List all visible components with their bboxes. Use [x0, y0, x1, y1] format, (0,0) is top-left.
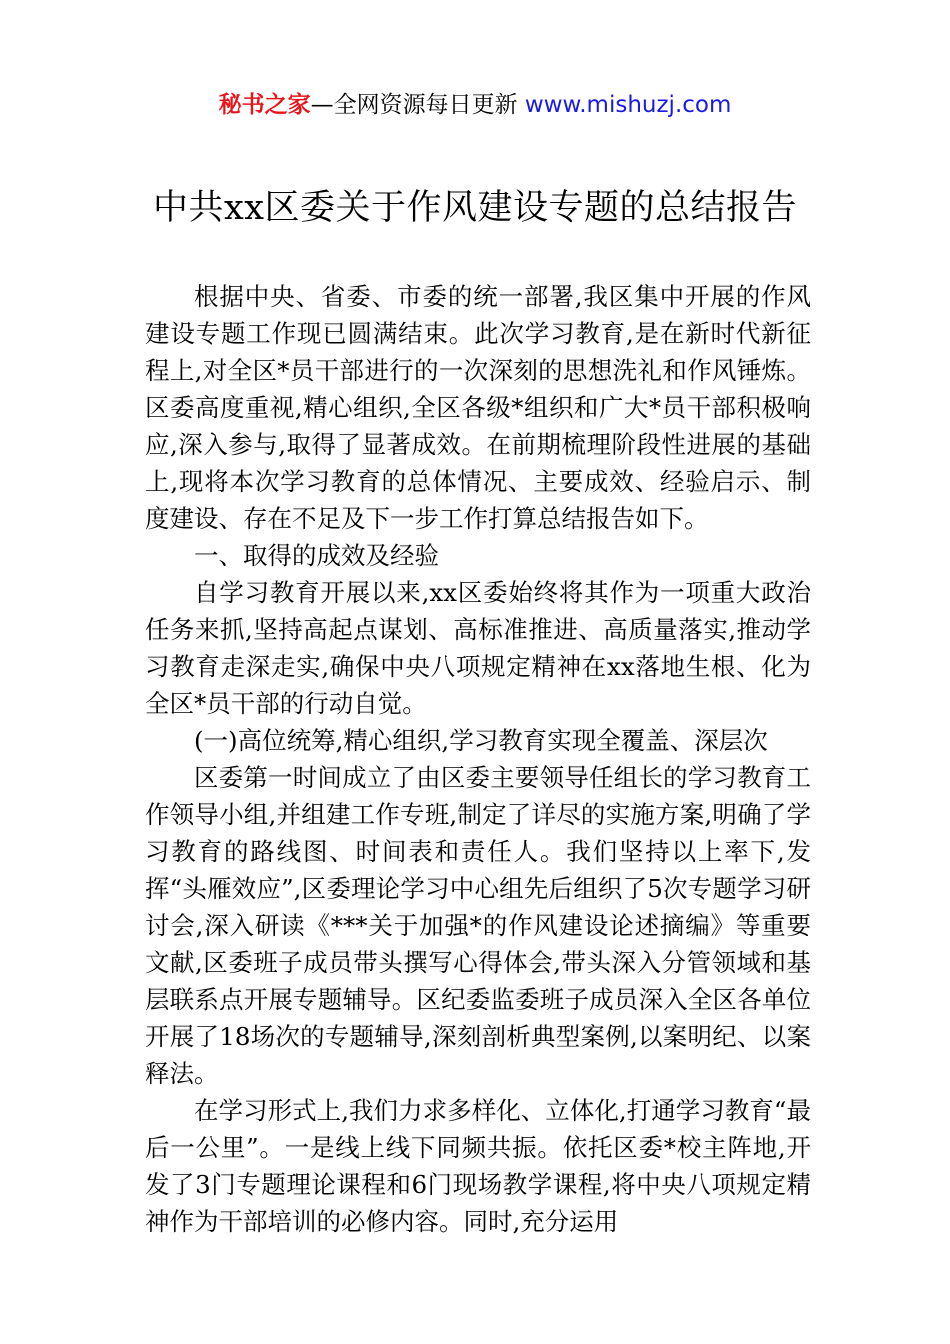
- subsection-heading-1: (一)高位统筹,精心组织,学习教育实现全覆盖、深层次: [194, 726, 768, 755]
- site-name: 秘书之家: [218, 92, 311, 118]
- site-url-link[interactable]: www.mishuzj.com: [524, 92, 732, 118]
- section-heading-1: 一、取得的成效及经验: [194, 541, 439, 570]
- site-header: [0, 88, 950, 122]
- section-paragraph: 自学习教育开展以来,xx区委始终将其作为一项重大政治任务来抓,坚持高起点谋划、高标准推进、高质量落实,推动学习教育走深走实,确保中央八项规定精神在xx落地生根、化为全区*员干部的行动自觉。: [145, 578, 811, 718]
- intro-paragraph: 根据中央、省委、市委的统一部署,我区集中开展的作风建设专题工作现已圆满结束。此次学习教育,是在新时代新征程上,对全区*员干部进行的一次深刻的思想洗礼和作风锤炼。区委高度重视,精心组织,全区各级*组织和广大*员干部积极响应,深入参与,取得了显著成效。在前期梳理阶段性进展的基础上,现将本次学习教育的总体情况、主要成效、经验启示、制度建设、存在不足及下一步工作打算总结报告如下。: [145, 282, 811, 533]
- site-slogan: —全网资源每日更新: [310, 92, 518, 118]
- body-paragraph: 区委第一时间成立了由区委主要领导任组长的学习教育工作领导小组,并组建工作专班,制定了详尽的实施方案,明确了学习教育的路线图、时间表和责任人。我们坚持以上率下,发挥“头雁效应”,区委理论学习中心组先后组织了5次专题学习研讨会,深入研读《***关于加强*的作风建设论述摘编》等重要文献,区委班子成员带头撰写心得体会,带头深入分管领域和基层联系点开展专题辅导。区纪委监委班子成员深入全区各单位开展了18场次的专题辅导,深刻剖析典型案例,以案明纪、以案释法。: [145, 763, 811, 1088]
- document-title: 中共xx区委关于作风建设专题的总结报告: [153, 188, 797, 228]
- document-body: [145, 278, 811, 1240]
- body-paragraph: 在学习形式上,我们力求多样化、立体化,打通学习教育“最后一公里”。一是线上线下同频共振。依托区委*校主阵地,开发了3门专题理论课程和6门现场教学课程,将中央八项规定精神作为干部培训的必修内容。同时,充分运用: [145, 1096, 811, 1236]
